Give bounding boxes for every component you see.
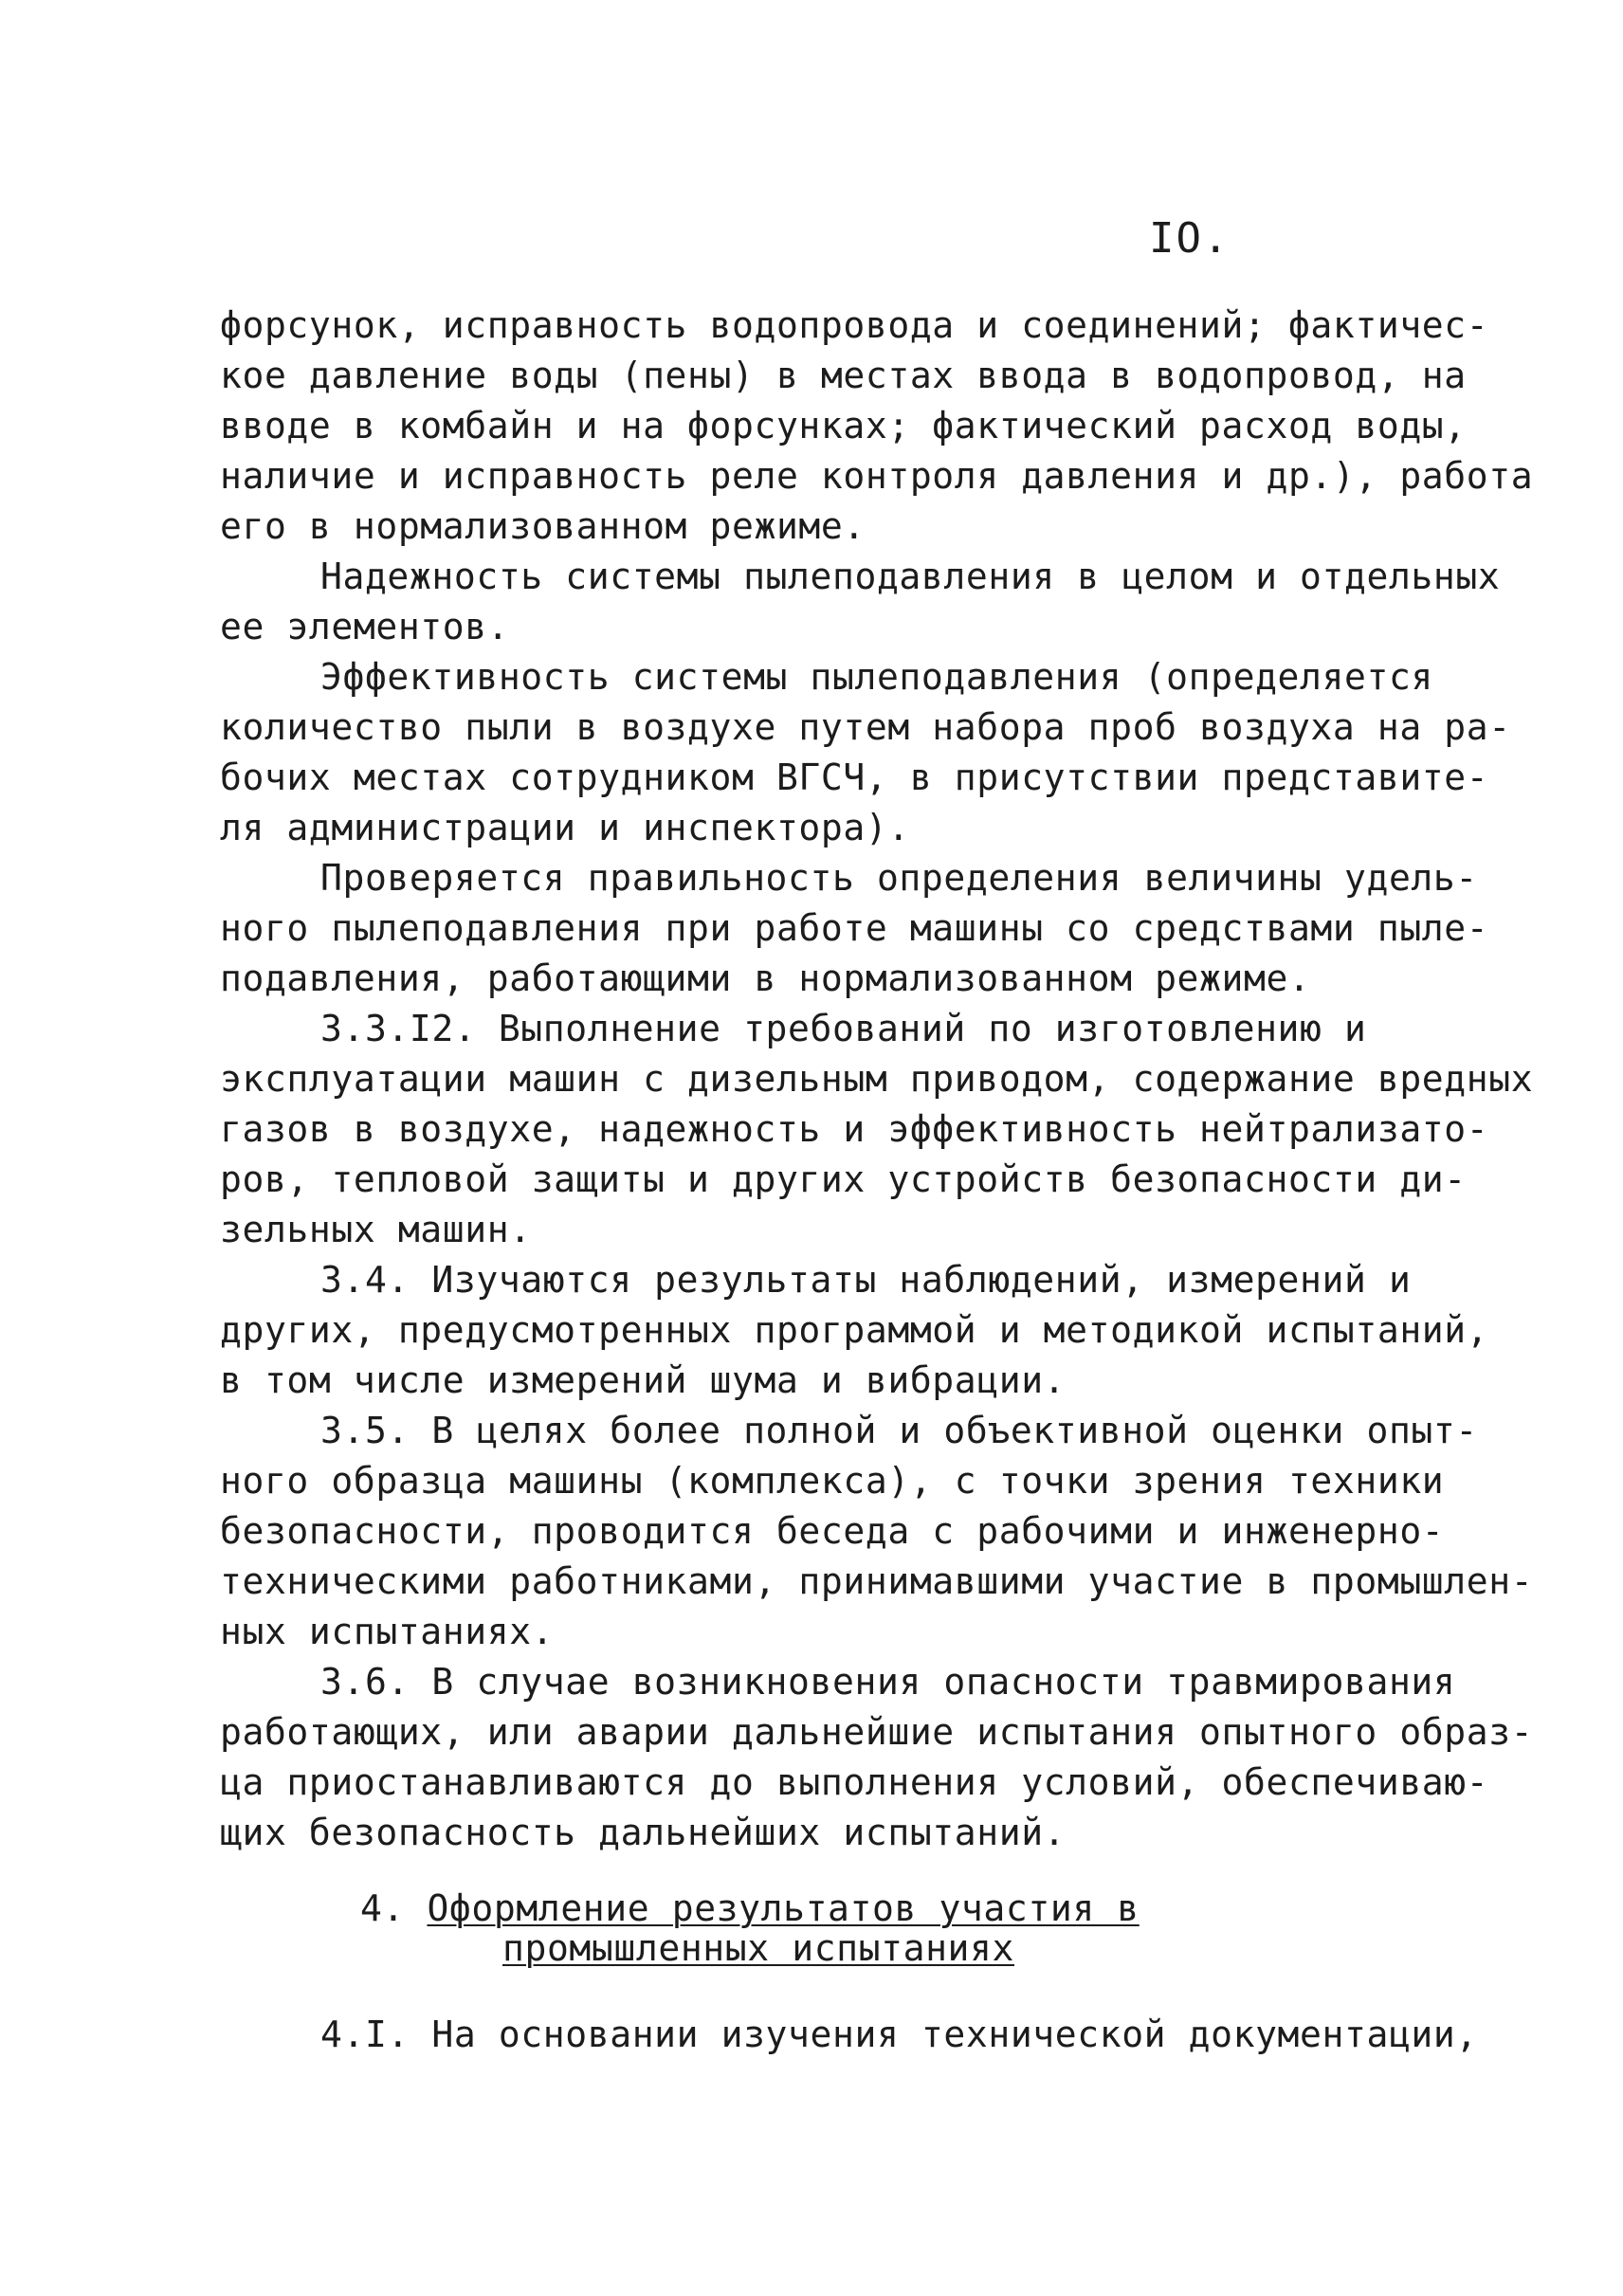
section-number: 4. [360,1887,405,1929]
text-line: 3.5. В целях более полной и объективной оценки опыт- [320,1410,1478,1451]
text-line: ного образца машины (комплекса), с точки зрения техники [220,1460,1445,1502]
text-line: ров, тепловой защиты и других устройств безопасности ди- [220,1158,1467,1200]
text-line: вводе в комбайн и на форсунках; фактический расход воды, [220,405,1467,446]
text-line: газов в воздухе, надежность и эффективность нейтрализато- [220,1108,1489,1150]
text-line: подавления, работающими в нормализованном режиме. [220,957,1311,999]
text-line: Проверяется правильность определения величины удель- [320,857,1478,899]
section-title-line-1: Оформление результатов участия в [427,1887,1140,1929]
text-line: других, предусмотренных программой и методикой испытаний, [220,1309,1489,1351]
text-line: его в нормализованном режиме. [220,505,866,547]
text-line: в том числе измерений шума и вибрации. [220,1359,1067,1401]
text-line: 3.3.I2. Выполнение требований по изготовлению и [320,1008,1367,1049]
text-line: техническими работниками, принимавшими участие в промышлен- [220,1560,1534,1602]
text-line: 3.6. В случае возникновения опасности травмирования [320,1661,1456,1703]
text-line: 3.4. Изучаются результаты наблюдений, измерений и [320,1259,1412,1301]
text-line: ее элементов. [220,606,510,647]
text-line: бочих местах сотрудником ВГСЧ, в присутствии представите- [220,756,1489,798]
text-line: ных испытаниях. [220,1611,555,1652]
section-title-line-2: промышленных испытаниях [502,1927,1014,1969]
text-line: кое давление воды (пены) в местах ввода в водопровод, на [220,355,1467,396]
text-line: ного пылеподавления при работе машины со средствами пыле- [220,907,1489,949]
text-line: ля администрации и инспектора). [220,807,910,848]
text-line: работающих, или аварии дальнейшие испытания опытного образ- [220,1711,1534,1753]
text-line: наличие и исправность реле контроля давления и др.), работа [220,455,1534,497]
text-line: щих безопасность дальнейших испытаний. [220,1812,1067,1853]
text-line: форсунок, исправность водопровода и соединений; фактичес- [220,304,1489,346]
text-line: количество пыли в воздухе путем набора проб воздуха на ра- [220,706,1511,748]
page-number: IO. [1149,214,1231,263]
text-line: 4.I. На основании изучения технической документации, [320,2014,1478,2055]
text-line: зельных машин. [220,1209,532,1250]
text-line: Надежность системы пылеподавления в целом и отдельных [320,556,1501,597]
text-line: ца приостанавливаются до выполнения условий, обеспечиваю- [220,1761,1489,1803]
section-heading-continued [502,1924,1014,1972]
text-line: безопасности, проводится беседа с рабочими и инженерно- [220,1510,1445,1552]
text-line: Эффективность системы пылеподавления (определяется [320,656,1433,698]
text-line: эксплуатации машин с дизельным приводом, содержание вредных [220,1058,1534,1100]
